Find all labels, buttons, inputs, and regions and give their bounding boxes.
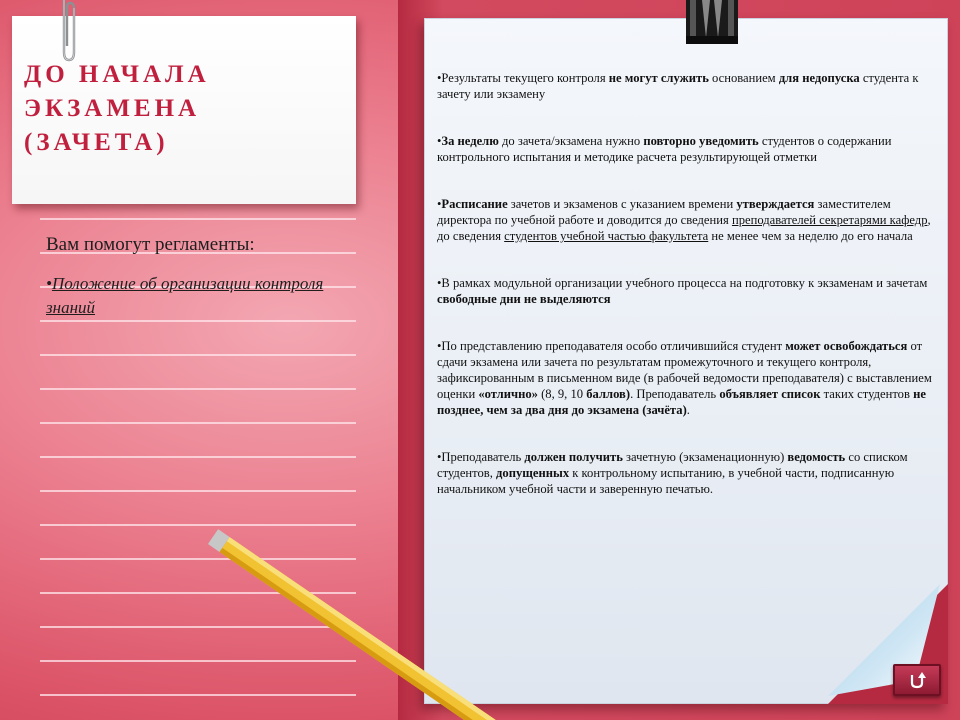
- rule-item: [437, 133, 937, 165]
- rule-text-segment: со списком студентов,: [437, 450, 908, 480]
- rule-text-segment: , до сведения: [437, 213, 931, 243]
- rule-text-segment: заместителем директора по учебной работе и доводится до сведения: [437, 197, 891, 227]
- rule-text-segment: зачетную (экзаменационную): [622, 450, 788, 464]
- rule-item: [437, 196, 937, 244]
- return-arrow-icon: [906, 671, 928, 689]
- rule-text-segment: В рамках модульной организации учебного процесса на подготовку к экзаменам и зачетам: [441, 276, 928, 290]
- rule-text-segment: свободные дни не выделяются: [437, 292, 611, 306]
- rule-item: [437, 338, 937, 418]
- rule-text-segment: (8, 9, 10: [537, 387, 587, 401]
- title-line: ЭКЗАМЕНА: [24, 95, 201, 122]
- slide-title: [24, 58, 210, 160]
- rules-content: [437, 70, 937, 528]
- rule-text-segment: до зачета/экзамена нужно: [498, 134, 644, 148]
- rule-text-segment: студента к зачету или экзамену: [437, 71, 919, 101]
- rule-text-segment: допущенных: [496, 466, 570, 480]
- rule-text-segment: утверждается: [736, 197, 815, 211]
- paperclip-icon: [56, 0, 80, 64]
- rule-text-segment: основанием: [708, 71, 779, 85]
- rule-text-segment: от сдачи экзамена или зачета по результатам промежуточного и текущего контроля, зафиксированным в письменном виде (в рабочей ведомости преподавателя) с выставлением оценки: [437, 339, 932, 401]
- rule-text-segment: к контрольному испытанию, в учебной части, подписанную начальником учебной части и заверенную печатью.: [437, 466, 895, 496]
- rule-text-segment: За неделю: [441, 134, 499, 148]
- regulations-heading: Вам помогут регламенты:: [46, 234, 255, 255]
- rule-text-segment: преподавателей секретарями кафедр: [731, 213, 928, 227]
- bullet: •: [437, 276, 442, 290]
- rule-text-segment: не позднее, чем за два дня до экзамена (зачёта): [437, 387, 926, 417]
- rule-text-segment: повторно уведомить: [643, 134, 759, 148]
- rule-text-segment: ведомость: [787, 450, 846, 464]
- bullet: •: [437, 71, 442, 85]
- title-line: (ЗАЧЕТА): [24, 129, 169, 156]
- bullet: •: [437, 197, 442, 211]
- rule-text-segment: студентов о содержании контрольного испытания и методике расчета результирующей отметки: [437, 134, 892, 164]
- rule-item: [437, 275, 937, 307]
- rule-text-segment: . Преподаватель: [630, 387, 720, 401]
- regulation-link[interactable]: Положение об организации контроля знаний: [46, 274, 324, 317]
- rule-text-segment: По представлению преподавателя особо отличившийся студент: [441, 339, 786, 353]
- rule-text-segment: может освобождаться: [785, 339, 908, 353]
- rule-text-segment: Преподаватель: [441, 450, 525, 464]
- regulation-item[interactable]: [46, 272, 346, 320]
- binder-clip-icon: [680, 0, 744, 48]
- rule-text-segment: .: [686, 403, 690, 417]
- rule-text-segment: «отлично»: [478, 387, 538, 401]
- rule-text-segment: должен получить: [524, 450, 623, 464]
- rule-text-segment: объявляет список: [719, 387, 821, 401]
- rule-text-segment: не менее чем за неделю до его начала: [708, 229, 913, 243]
- bullet: •: [437, 339, 442, 353]
- rule-text-segment: Результаты текущего контроля: [441, 71, 609, 85]
- bullet: •: [437, 134, 442, 148]
- bullet: •: [46, 274, 52, 293]
- rule-text-segment: для недопуска: [778, 71, 860, 85]
- rule-text-segment: баллов): [586, 387, 631, 401]
- rule-item: [437, 70, 937, 102]
- title-line: ДО НАЧАЛА: [24, 61, 210, 88]
- bullet: •: [437, 450, 442, 464]
- rule-text-segment: студентов учебной частью факультета: [504, 229, 709, 243]
- return-button[interactable]: [893, 664, 941, 696]
- rule-text-segment: таких студентов: [820, 387, 914, 401]
- rule-text-segment: зачетов и экзаменов с указанием времени: [507, 197, 737, 211]
- rule-text-segment: не могут служить: [608, 71, 709, 85]
- rule-text-segment: Расписание: [441, 197, 508, 211]
- rule-item: [437, 449, 937, 497]
